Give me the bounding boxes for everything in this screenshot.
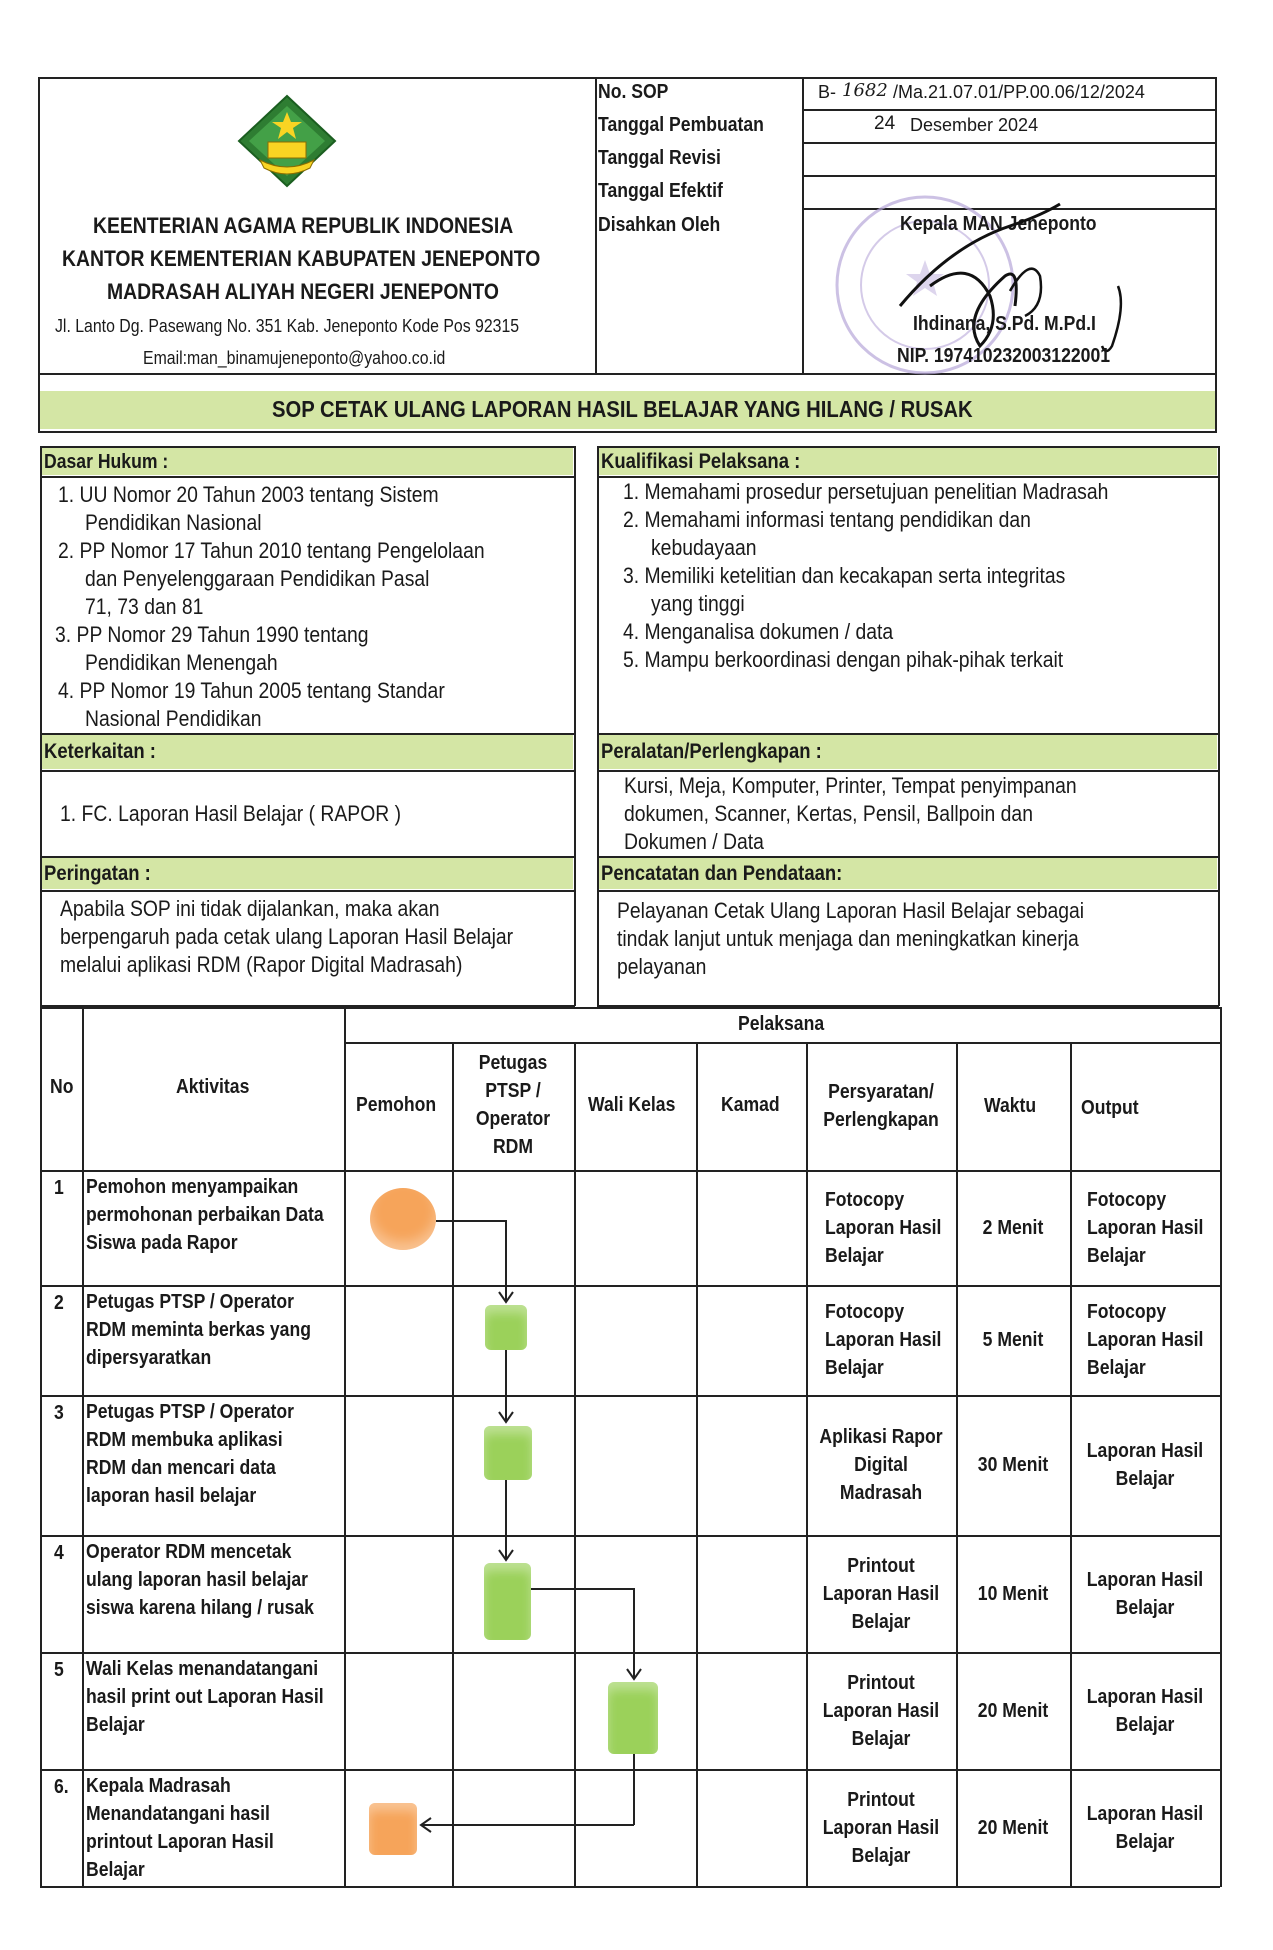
signature <box>890 196 1150 366</box>
dasar-hukum-item: 1. UU Nomor 20 Tahun 2003 tentang Sistem <box>58 482 439 507</box>
value-tanggal-day: 24 <box>874 113 896 134</box>
row-persyaratan: Laporan Hasil <box>825 1217 942 1239</box>
row-output: Belajar <box>1087 1245 1146 1267</box>
th-output: Output <box>1081 1097 1139 1119</box>
row-waktu: 20 Menit <box>977 1700 1049 1722</box>
value-tanggal-rest: Desember 2024 <box>910 115 1039 135</box>
row-aktivitas: Kepala Madrasah <box>86 1775 231 1797</box>
row-output: Laporan Hasil <box>1086 1686 1204 1708</box>
kualifikasi-item: 3. Memiliki ketelitian dan kecakapan serta integritas <box>623 563 1066 588</box>
row-persyaratan: Belajar <box>851 1611 911 1633</box>
row-no: 6. <box>54 1776 69 1798</box>
row-persyaratan: Laporan Hasil <box>822 1817 940 1839</box>
row-no: 4 <box>54 1542 64 1564</box>
th-persyaratan-line: Perlengkapan <box>823 1109 939 1131</box>
org-line-2: KANTOR KEMENTERIAN KABUPATEN JENEPONTO <box>62 246 541 271</box>
arrow-down-icon <box>497 1410 515 1424</box>
row-aktivitas: RDM membuka aplikasi <box>86 1429 283 1451</box>
row-aktivitas: dipersyaratkan <box>86 1347 212 1369</box>
dasar-hukum-item: Pendidikan Nasional <box>85 510 262 535</box>
row-output: Belajar <box>1115 1831 1175 1853</box>
row-aktivitas: Wali Kelas menandatangani <box>86 1658 319 1680</box>
row-aktivitas: RDM dan mencari data <box>86 1457 276 1479</box>
signer-name: Ihdinana, S.Pd. M.Pd.I <box>913 313 1096 335</box>
row-aktivitas: Menandatangani hasil <box>86 1803 270 1825</box>
row-persyaratan: Belajar <box>825 1245 884 1267</box>
row-persyaratan: Digital <box>854 1454 908 1476</box>
row-persyaratan: Belajar <box>825 1357 884 1379</box>
dasar-hukum-item: Pendidikan Menengah <box>85 650 278 675</box>
kualifikasi-item: kebudayaan <box>651 535 757 560</box>
label-no-sop: No. SOP <box>598 81 669 103</box>
row-output: Laporan Hasil <box>1087 1329 1204 1351</box>
row-waktu: 20 Menit <box>977 1817 1049 1839</box>
th-pelaksana: Pelaksana <box>738 1013 825 1035</box>
row-waktu: 10 Menit <box>977 1583 1049 1605</box>
row-output: Fotocopy <box>1087 1189 1167 1211</box>
signer-nip: NIP. 197410232003122001 <box>897 345 1111 367</box>
row-output: Laporan Hasil <box>1086 1440 1204 1462</box>
row-aktivitas: RDM meminta berkas yang <box>86 1319 311 1341</box>
flow-process-step-5 <box>608 1682 658 1754</box>
flow-process-step-2 <box>485 1305 527 1350</box>
row-output: Laporan Hasil <box>1086 1803 1204 1825</box>
arrow-down-icon <box>497 1290 515 1304</box>
th-petugas-line: RDM <box>492 1136 534 1158</box>
label-disahkan-oleh: Disahkan Oleh <box>598 214 721 236</box>
dasar-hukum-item: 3. PP Nomor 29 Tahun 1990 tentang <box>55 622 369 647</box>
kemenag-logo <box>236 94 338 188</box>
peringatan-line: melalui aplikasi RDM (Rapor Digital Madrasah) <box>60 952 463 977</box>
label-tanggal-efektif: Tanggal Efektif <box>598 180 723 202</box>
row-aktivitas: Siswa pada Rapor <box>86 1232 238 1254</box>
th-petugas-line: Operator <box>475 1108 551 1130</box>
dasar-hukum-item: 71, 73 dan 81 <box>85 594 204 619</box>
row-persyaratan: Printout <box>847 1672 915 1694</box>
th-wali-kelas: Wali Kelas <box>588 1094 676 1116</box>
row-aktivitas: printout Laporan Hasil <box>86 1831 274 1853</box>
flow-process-step-3 <box>484 1426 532 1480</box>
th-petugas-line: Petugas <box>478 1052 548 1074</box>
row-persyaratan: Belajar <box>851 1845 911 1867</box>
kualifikasi-item: 5. Mampu berkoordinasi dengan pihak-pihak terkait <box>623 647 1064 672</box>
row-aktivitas: Belajar <box>86 1714 145 1736</box>
row-persyaratan: Printout <box>847 1555 915 1577</box>
row-persyaratan: Laporan Hasil <box>822 1583 940 1605</box>
th-aktivitas: Aktivitas <box>176 1076 250 1098</box>
dasar-hukum-item: 2. PP Nomor 17 Tahun 2010 tentang Pengelolaan <box>58 538 485 563</box>
dasar-hukum-item: 4. PP Nomor 19 Tahun 2005 tentang Standar <box>58 678 445 703</box>
peringatan-line: Apabila SOP ini tidak dijalankan, maka akan <box>60 896 440 921</box>
row-output: Belajar <box>1115 1597 1175 1619</box>
row-persyaratan: Laporan Hasil <box>825 1329 942 1351</box>
kualifikasi-item: 2. Memahami informasi tentang pendidikan dan <box>623 507 1031 532</box>
row-persyaratan: Printout <box>847 1789 915 1811</box>
org-line-3: MADRASAH ALIYAH NEGERI JENEPONTO <box>107 279 499 304</box>
value-no-sop-suffix: /Ma.21.07.01/PP.00.06/12/2024 <box>893 82 1145 102</box>
row-aktivitas: hasil print out Laporan Hasil <box>86 1686 324 1708</box>
dasar-hukum-item: dan Penyelenggaraan Pendidikan Pasal <box>85 566 430 591</box>
flow-process-step-4 <box>484 1563 531 1640</box>
email: Email:man_binamujeneponto@yahoo.co.id <box>143 348 446 368</box>
row-persyaratan: Belajar <box>851 1728 911 1750</box>
page-title: SOP CETAK ULANG LAPORAN HASIL BELAJAR YANG HILANG / RUSAK <box>272 396 973 422</box>
row-persyaratan: Fotocopy <box>825 1301 905 1323</box>
section-label-pencatatan: Pencatatan dan Pendataan: <box>601 862 843 885</box>
row-persyaratan: Madrasah <box>839 1482 923 1504</box>
row-aktivitas: Petugas PTSP / Operator <box>86 1401 295 1423</box>
row-aktivitas: ulang laporan hasil belajar <box>86 1569 309 1591</box>
row-output: Belajar <box>1115 1714 1175 1736</box>
row-waktu: 30 Menit <box>977 1454 1049 1476</box>
kualifikasi-item: 4. Menganalisa dokumen / data <box>623 619 894 644</box>
th-no: No <box>50 1076 74 1098</box>
row-no: 2 <box>54 1292 64 1314</box>
address: Jl. Lanto Dg. Pasewang No. 351 Kab. Jeneponto Kode Pos 92315 <box>55 316 520 336</box>
row-aktivitas: Belajar <box>86 1859 145 1881</box>
row-output: Laporan Hasil <box>1086 1569 1204 1591</box>
kualifikasi-item: 1. Memahami prosedur persetujuan penelitian Madrasah <box>623 479 1109 504</box>
row-no: 1 <box>54 1177 64 1199</box>
peralatan-line: Kursi, Meja, Komputer, Printer, Tempat penyimpanan <box>624 773 1077 798</box>
label-tanggal-pembuatan: Tanggal Pembuatan <box>598 114 764 136</box>
th-waktu: Waktu <box>984 1095 1037 1117</box>
value-no-sop-number: 1682 <box>842 80 888 101</box>
row-output: Laporan Hasil <box>1087 1217 1204 1239</box>
row-aktivitas: Pemohon menyampaikan <box>86 1176 299 1198</box>
row-persyaratan: Fotocopy <box>825 1189 905 1211</box>
pencatatan-line: pelayanan <box>617 954 707 979</box>
row-aktivitas: siswa karena hilang / rusak <box>86 1597 314 1619</box>
keterkaitan-text: 1. FC. Laporan Hasil Belajar ( RAPOR ) <box>60 801 402 826</box>
row-output: Belajar <box>1115 1468 1175 1490</box>
signer-title: Kepala MAN Jeneponto <box>900 213 1097 235</box>
section-label-dasar-hukum: Dasar Hukum : <box>44 451 169 473</box>
row-persyaratan: Aplikasi Rapor <box>819 1426 943 1448</box>
row-aktivitas: Petugas PTSP / Operator <box>86 1291 295 1313</box>
section-label-kualifikasi: Kualifikasi Pelaksana : <box>601 450 801 473</box>
org-line-1: KEENTERIAN AGAMA REPUBLIK INDONESIA <box>93 213 514 238</box>
flow-terminal-start <box>370 1188 436 1250</box>
section-label-peringatan: Peringatan : <box>44 862 151 885</box>
row-persyaratan: Laporan Hasil <box>822 1700 940 1722</box>
th-pemohon: Pemohon <box>356 1094 437 1116</box>
row-waktu: 2 Menit <box>982 1217 1044 1239</box>
row-output: Fotocopy <box>1087 1301 1167 1323</box>
arrow-down-icon <box>625 1667 643 1681</box>
row-no: 3 <box>54 1402 64 1424</box>
row-aktivitas: permohonan perbaikan Data <box>86 1204 324 1226</box>
peralatan-line: Dokumen / Data <box>624 829 764 854</box>
dasar-hukum-item: Nasional Pendidikan <box>85 706 262 731</box>
row-aktivitas: Operator RDM mencetak <box>86 1541 292 1563</box>
label-tanggal-revisi: Tanggal Revisi <box>598 147 721 169</box>
arrow-left-icon <box>419 1816 433 1834</box>
value-no-sop-prefix: B- <box>818 82 836 102</box>
peringatan-line: berpengaruh pada cetak ulang Laporan Hasil Belajar <box>60 924 514 949</box>
th-petugas-line: PTSP / <box>485 1080 541 1102</box>
row-output: Belajar <box>1087 1357 1146 1379</box>
row-waktu: 5 Menit <box>982 1329 1044 1351</box>
section-label-keterkaitan: Keterkaitan : <box>44 740 156 763</box>
th-kamad: Kamad <box>721 1094 780 1116</box>
kualifikasi-item: yang tinggi <box>651 591 745 616</box>
row-aktivitas: laporan hasil belajar <box>86 1485 257 1507</box>
flow-terminal-end <box>369 1803 417 1855</box>
peralatan-line: dokumen, Scanner, Kertas, Pensil, Ballpoin dan <box>624 801 1033 826</box>
pencatatan-line: tindak lanjut untuk menjaga dan meningkatkan kinerja <box>617 926 1079 951</box>
arrow-down-icon <box>497 1548 515 1562</box>
pencatatan-line: Pelayanan Cetak Ulang Laporan Hasil Belajar sebagai <box>617 898 1085 923</box>
th-persyaratan-line: Persyaratan/ <box>828 1081 934 1103</box>
section-label-peralatan: Peralatan/Perlengkapan : <box>601 740 822 763</box>
row-no: 5 <box>54 1659 64 1681</box>
